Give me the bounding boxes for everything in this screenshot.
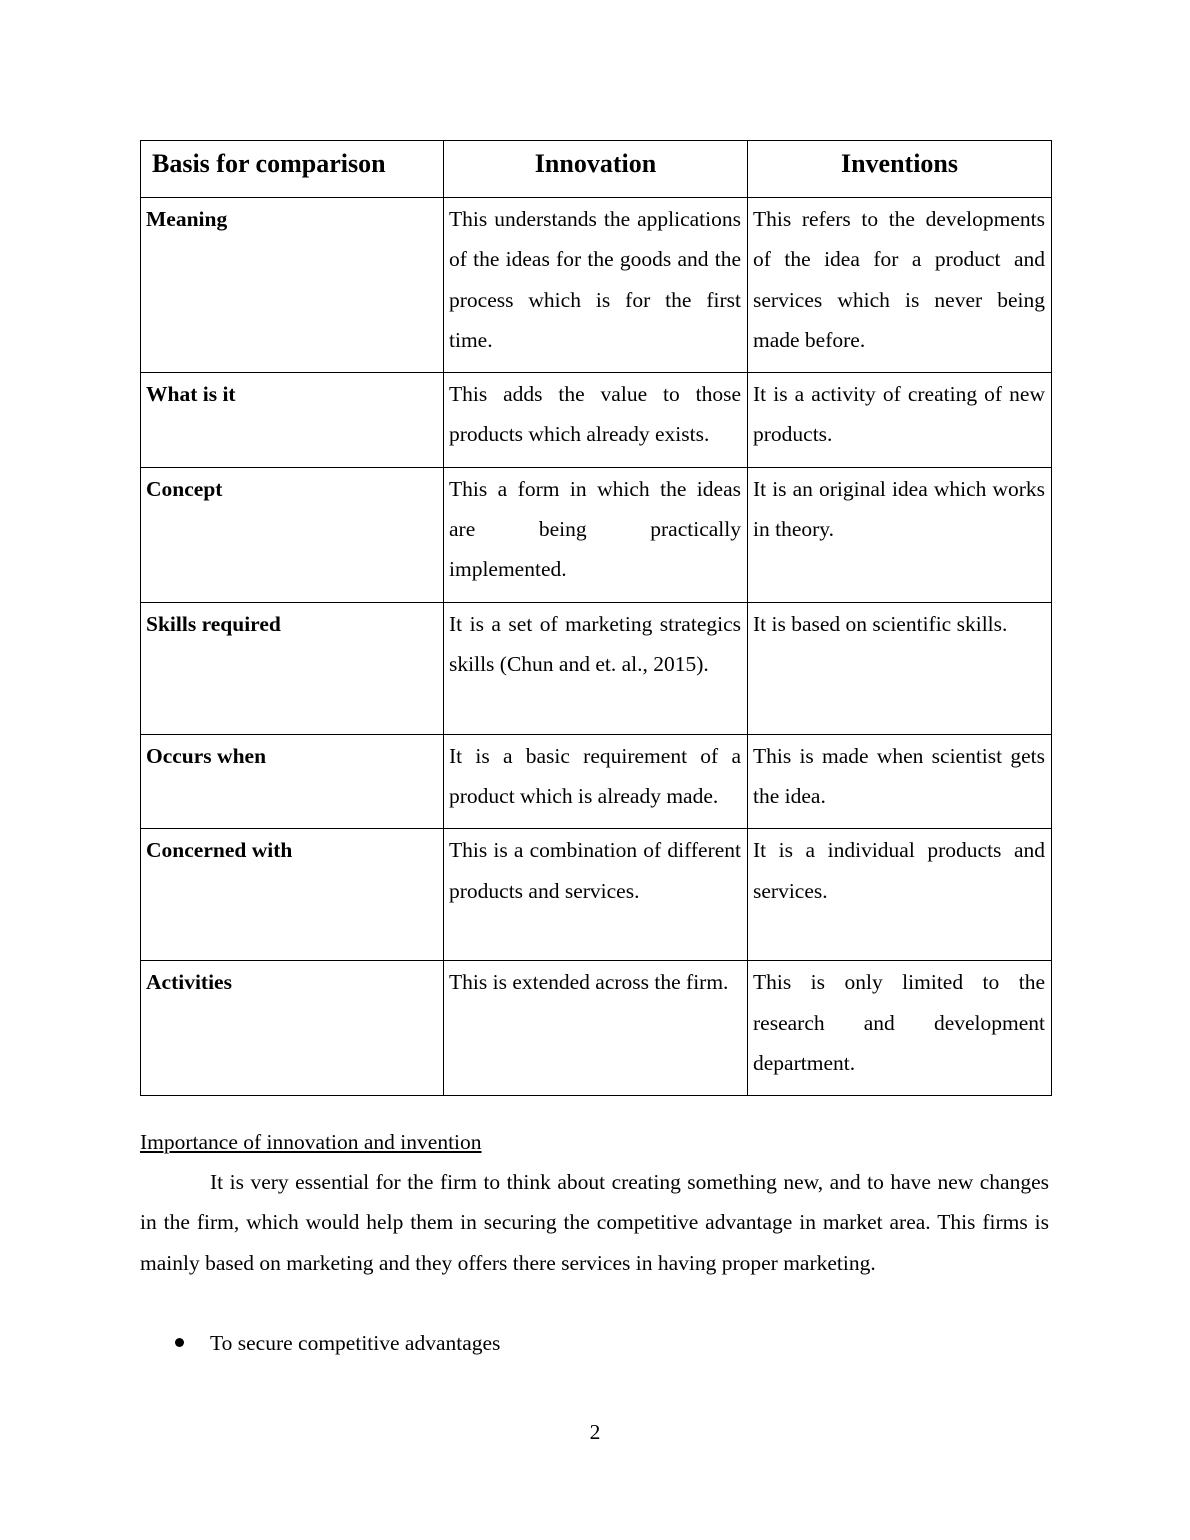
- page-number: 2: [589, 1420, 601, 1444]
- bullet-text: To secure competitive advantages: [210, 1331, 501, 1355]
- row-label: Activities: [141, 961, 444, 1096]
- body-paragraph: It is very essential for the firm to think about creating something new, and to have new changes in the firm, which would help them in securing the competitive advantage in market area. This firms is mainly based on marketing and they offers there services in having proper marketing.: [140, 1170, 1049, 1275]
- table-row: [141, 373, 1052, 468]
- innovation-cell: It is a basic requirement of a product which is already made.: [444, 734, 748, 829]
- innovation-cell: This is a combination of different products and services.: [444, 829, 748, 961]
- invention-cell: It is a activity of creating of new products.: [748, 373, 1052, 468]
- row-label: Concept: [141, 467, 444, 602]
- innovation-cell: This a form in which the ideas are being practically implemented.: [444, 467, 748, 602]
- table-row: [141, 198, 1052, 373]
- invention-cell: This refers to the developments of the idea for a product and services which is never being made before.: [748, 198, 1052, 373]
- invention-cell: It is an original idea which works in theory.: [748, 467, 1052, 602]
- innovation-cell: This is extended across the firm.: [444, 961, 748, 1096]
- header-basis: Basis for comparison: [141, 141, 444, 198]
- row-label: Meaning: [141, 198, 444, 373]
- section-heading: Importance of innovation and invention: [140, 1130, 482, 1154]
- row-label: Concerned with: [141, 829, 444, 961]
- invention-cell: This is made when scientist gets the idea.: [748, 734, 1052, 829]
- row-label: What is it: [141, 373, 444, 468]
- innovation-cell: This adds the value to those products which already exists.: [444, 373, 748, 468]
- invention-cell: It is based on scientific skills.: [748, 602, 1052, 734]
- comparison-table: [140, 140, 1052, 1096]
- bullet-icon: [175, 1338, 184, 1347]
- table-row: [141, 734, 1052, 829]
- row-label: Skills required: [141, 602, 444, 734]
- invention-cell: This is only limited to the research and development department.: [748, 961, 1052, 1096]
- row-label: Occurs when: [141, 734, 444, 829]
- innovation-cell: It is a set of marketing strategics skills (Chun and et. al., 2015).: [444, 602, 748, 734]
- header-innovation: Innovation: [444, 141, 748, 198]
- table-header-row: [141, 141, 1052, 198]
- table-row: [141, 829, 1052, 961]
- header-inventions: Inventions: [748, 141, 1052, 198]
- table-row: [141, 467, 1052, 602]
- innovation-cell: This understands the applications of the ideas for the goods and the process which is for the first time.: [444, 198, 748, 373]
- table-row: [141, 602, 1052, 734]
- invention-cell: It is a individual products and services.: [748, 829, 1052, 961]
- table-row: [141, 961, 1052, 1096]
